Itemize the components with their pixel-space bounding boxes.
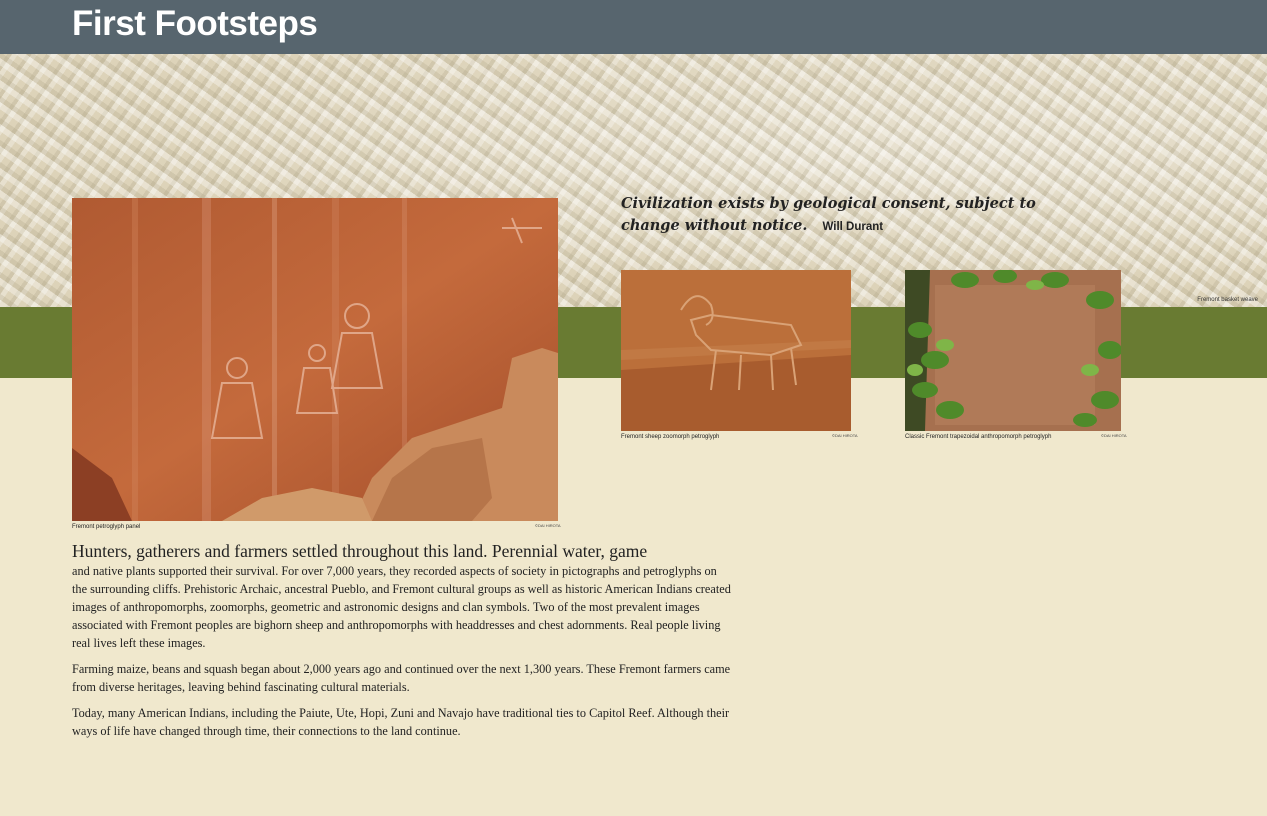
lead-paragraph-rest: and native plants supported their survival. For over 7,000 years, they recorded aspects of society in pictographs and petroglyphs on the surrounding cliffs. Prehistoric Archaic, ancestral Pueblo, and Fremont cultural groups as well as historic American Indians created images of anthropomorphs, zoomorphs, geometric and astronomic designs and clan symbols. Two of the most prevalent images associated with Fremont peoples are bighorn sheep and anthropomorphs with headdresses and chest adornments. Real people living real lives left these images. [72,564,731,650]
anthropomorph-petroglyph-caption: Classic Fremont trapezoidal anthropomorph petroglyph [905,434,1052,440]
quote [621,193,1071,238]
petroglyph-panel-photo [72,198,558,521]
lead-paragraph [72,540,732,652]
quote-author: Will Durant [822,221,884,233]
traditional-ties-paragraph: Today, many American Indians, including the Paiute, Ute, Hopi, Zuni and Navajo have traditional ties to Capitol Reef. Although their ways of life have changed through time, their connections to the land continue. [72,706,730,738]
petroglyph-panel-credit: ©DAI HIROTA [535,523,561,528]
lead-sentence: Hunters, gatherers and farmers settled throughout this land. Perennial water, game [72,541,648,561]
page-title: First Footsteps [72,4,318,43]
weave-caption: Fremont basket weave [1197,297,1258,303]
farming-paragraph: Farming maize, beans and squash began about 2,000 years ago and continued over the next 1,300 years. These Fremont farmers came from diverse heritages, leaving behind fascinating cultural materials. [72,662,731,694]
anthropomorph-petroglyph-photo [905,270,1121,431]
petroglyph-panel-caption: Fremont petroglyph panel [72,524,141,530]
quote-text: Civilization exists by geological consent, subject to change without notice. [621,195,1036,234]
header-bar [0,0,1267,54]
body-text [72,540,732,748]
sheep-petroglyph-credit: ©DAI HIROTA [832,433,858,438]
sheep-petroglyph-photo [621,270,851,431]
sheep-petroglyph-caption: Fremont sheep zoomorph petroglyph [621,434,720,440]
anthropomorph-petroglyph-credit: ©DAI HIROTA [1101,433,1127,438]
